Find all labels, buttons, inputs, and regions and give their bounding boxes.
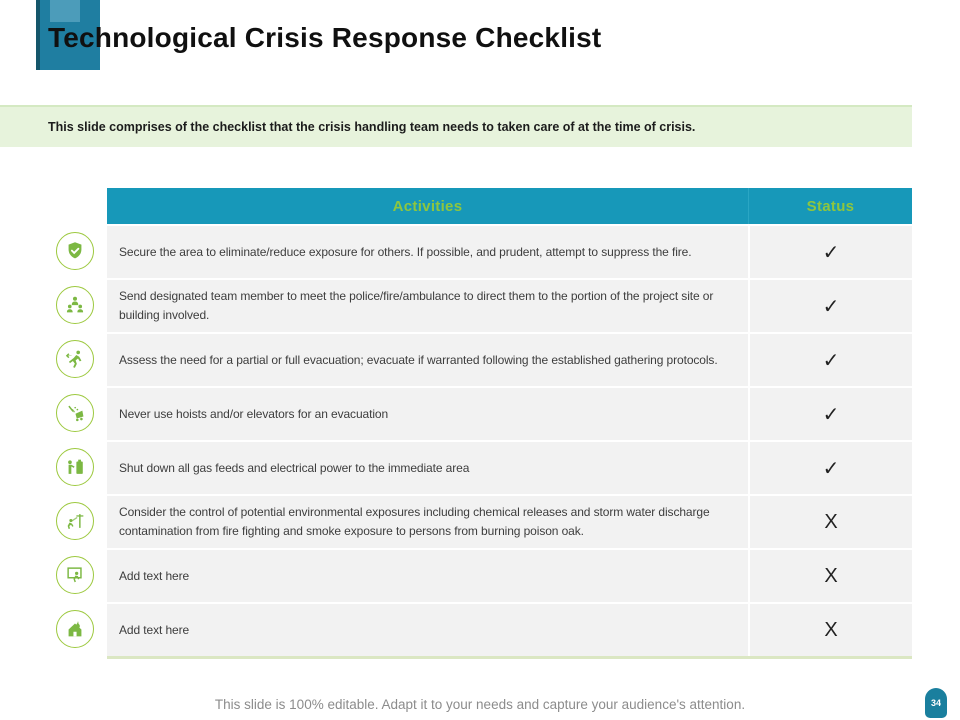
activity-text: Assess the need for a partial or full evacuation; evacuate if warranted following the established gathering protocols. — [119, 352, 718, 367]
table-row — [107, 550, 912, 602]
team-icon — [56, 286, 94, 324]
status-mark: ✓ — [748, 334, 912, 386]
page-number-badge: 34 — [925, 688, 947, 718]
row-icon-column — [0, 224, 107, 656]
status-mark: X — [748, 496, 912, 548]
table-row — [107, 388, 912, 440]
power-shutdown-icon — [56, 448, 94, 486]
table-row — [107, 496, 912, 548]
exit-window-icon — [56, 556, 94, 594]
hoist-elevator-icon — [56, 394, 94, 432]
footer-note: This slide is 100% editable. Adapt it to your needs and capture your audience's attention. — [214, 697, 746, 712]
activity-text: Shut down all gas feeds and electrical power to the immediate area — [119, 460, 470, 475]
shield-check-icon — [56, 232, 94, 270]
evacuation-run-icon — [56, 340, 94, 378]
table-row — [107, 226, 912, 278]
table-bottom-accent — [107, 656, 912, 659]
status-mark: ✓ — [748, 388, 912, 440]
activity-text: Send designated team member to meet the police/fire/ambulance to direct them to the portion of the project site or building involved. — [119, 289, 714, 322]
status-mark: X — [748, 604, 912, 656]
title-accent-square-light — [50, 0, 80, 22]
page-title: Technological Crisis Response Checklist — [48, 22, 602, 53]
activity-text-placeholder[interactable]: Add text here — [119, 568, 190, 583]
table-header-row — [107, 188, 912, 224]
activity-text: Consider the control of potential environmental exposures including chemical releases and storm water discharge contamination from fire fighting and smoke exposure to persons from burning poison oak. — [119, 505, 710, 538]
activity-text: Secure the area to eliminate/reduce exposure for others. If possible, and prudent, attempt to suppress the fire. — [119, 244, 692, 259]
checklist-table — [107, 188, 912, 656]
table-row — [107, 280, 912, 332]
status-mark: ✓ — [748, 226, 912, 278]
status-mark: ✓ — [748, 442, 912, 494]
table-row — [107, 334, 912, 386]
burning-house-icon — [56, 610, 94, 648]
table-row — [107, 442, 912, 494]
status-mark: X — [748, 550, 912, 602]
header-activities: Activities — [392, 197, 463, 215]
table-row — [107, 604, 912, 656]
activity-text: Never use hoists and/or elevators for an evacuation — [119, 406, 389, 421]
subtitle-banner — [0, 105, 912, 147]
header-status: Status — [748, 188, 912, 224]
subtitle-text: This slide comprises of the checklist that the crisis handling team needs to taken care of at the time of crisis. — [48, 120, 696, 134]
activity-text-placeholder[interactable]: Add text here — [119, 622, 190, 637]
status-mark: ✓ — [748, 280, 912, 332]
hazard-run-icon — [56, 502, 94, 540]
